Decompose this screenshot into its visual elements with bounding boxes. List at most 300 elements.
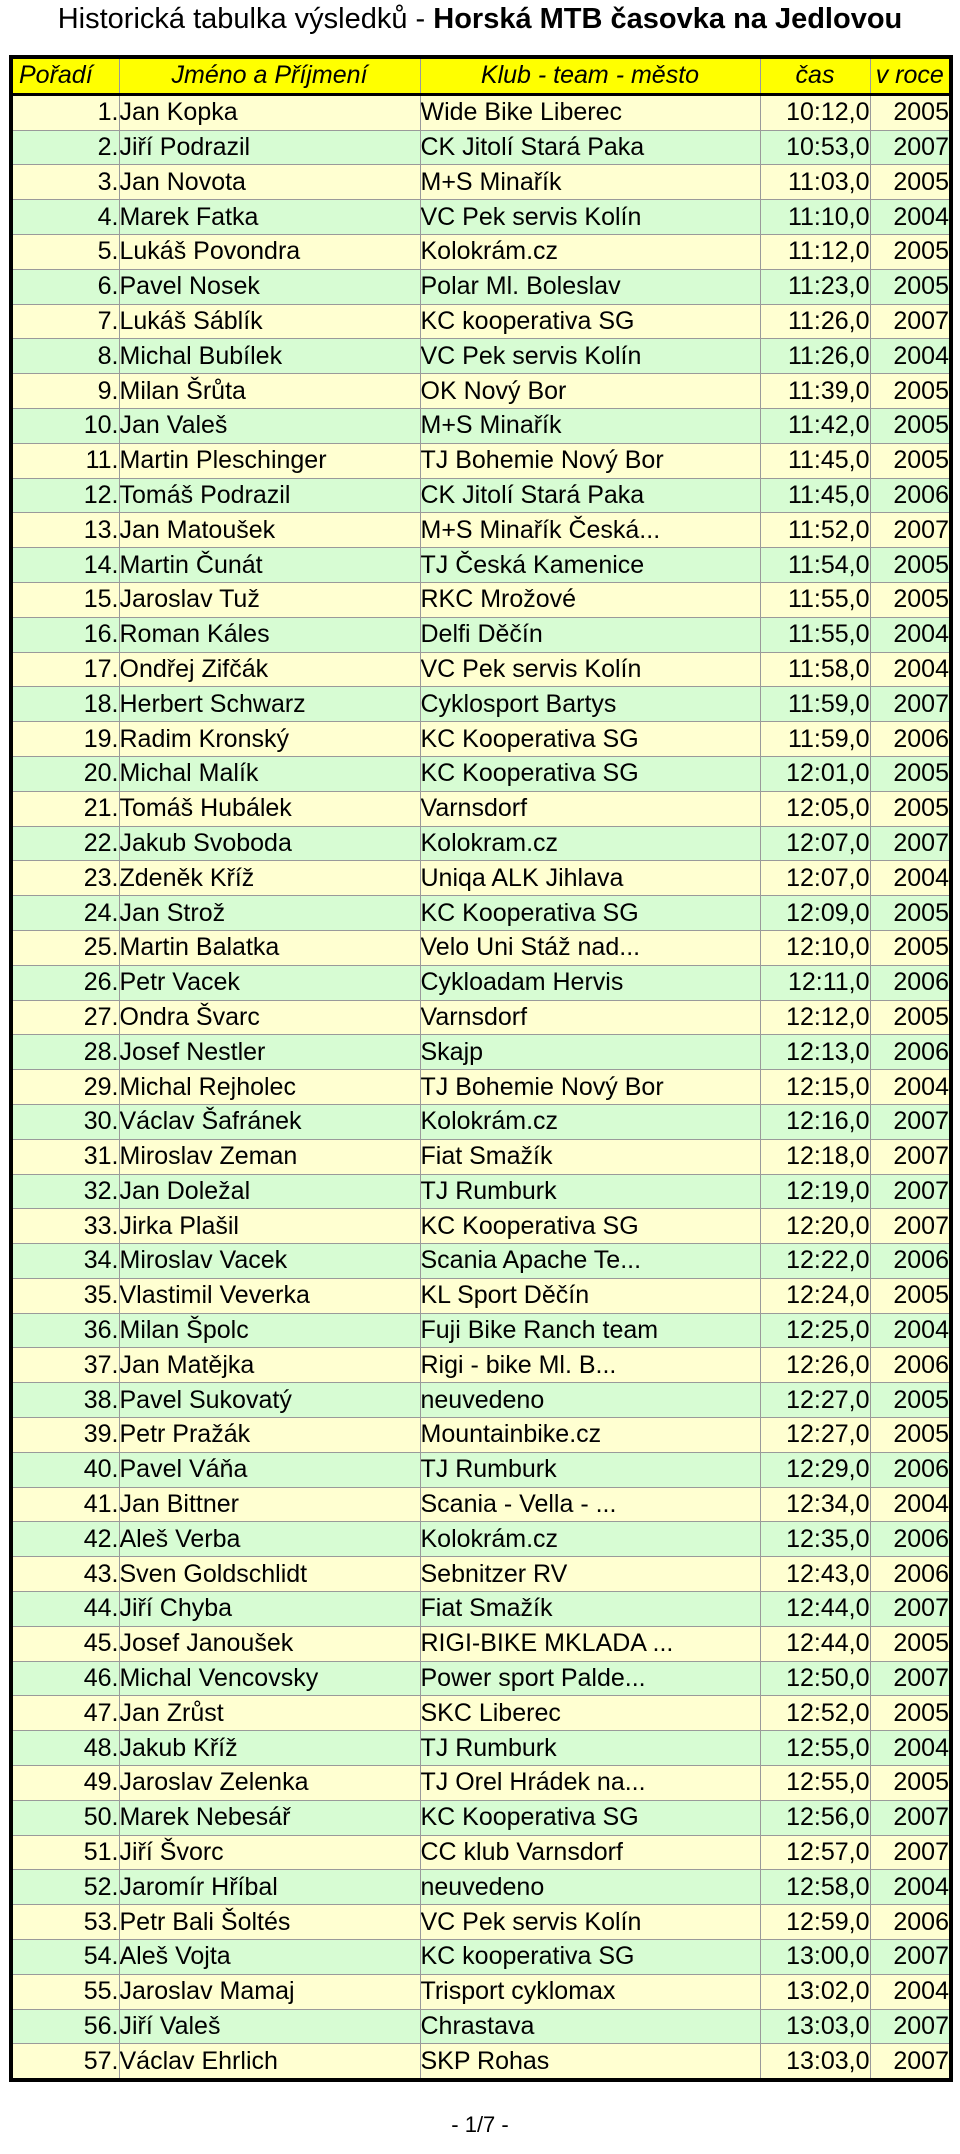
- year-cell: 2006: [870, 722, 951, 757]
- club-cell: Fiat Smažík: [420, 1139, 760, 1174]
- name-cell: Jiří Chyba: [119, 1592, 420, 1627]
- name-cell: Martin Balatka: [119, 930, 420, 965]
- rank-cell: 17.: [11, 652, 119, 687]
- rank-cell: 6.: [11, 269, 119, 304]
- name-cell: Aleš Vojta: [119, 1940, 420, 1975]
- name-cell: Martin Pleschinger: [119, 443, 420, 478]
- club-cell: Varnsdorf: [420, 791, 760, 826]
- name-cell: Jan Zrůst: [119, 1696, 420, 1731]
- rank-cell: 43.: [11, 1557, 119, 1592]
- table-row: [11, 1626, 951, 1661]
- club-cell: M+S Minařík Česká...: [420, 513, 760, 548]
- club-cell: Cyklosport Bartys: [420, 687, 760, 722]
- rank-cell: 42.: [11, 1522, 119, 1557]
- time-cell: 12:43,0: [760, 1557, 870, 1592]
- year-cell: 2005: [870, 269, 951, 304]
- year-cell: 2005: [870, 930, 951, 965]
- club-cell: SKC Liberec: [420, 1696, 760, 1731]
- table-row: [11, 513, 951, 548]
- club-cell: TJ Bohemie Nový Bor: [420, 443, 760, 478]
- club-cell: RKC Mrožové: [420, 582, 760, 617]
- year-cell: 2007: [870, 1139, 951, 1174]
- club-cell: KC kooperativa SG: [420, 304, 760, 339]
- time-cell: 10:53,0: [760, 130, 870, 165]
- year-cell: 2005: [870, 756, 951, 791]
- rank-cell: 46.: [11, 1661, 119, 1696]
- year-cell: 2007: [870, 130, 951, 165]
- page-title: [0, 2, 960, 36]
- name-cell: Roman Káles: [119, 617, 420, 652]
- club-cell: Scania Apache Te...: [420, 1244, 760, 1279]
- rank-cell: 52.: [11, 1870, 119, 1905]
- name-cell: Lukáš Sáblík: [119, 304, 420, 339]
- table-row: [11, 1452, 951, 1487]
- rank-cell: 56.: [11, 2009, 119, 2044]
- time-cell: 11:55,0: [760, 617, 870, 652]
- name-cell: Jiří Valeš: [119, 2009, 420, 2044]
- club-cell: Kolokrám.cz: [420, 1522, 760, 1557]
- table-row: [11, 1974, 951, 2009]
- table-row: [11, 652, 951, 687]
- name-cell: Jan Doležal: [119, 1174, 420, 1209]
- name-cell: Jaroslav Mamaj: [119, 1974, 420, 2009]
- rank-cell: 49.: [11, 1766, 119, 1801]
- rank-cell: 48.: [11, 1731, 119, 1766]
- rank-cell: 33.: [11, 1209, 119, 1244]
- year-cell: 2005: [870, 165, 951, 200]
- name-cell: Michal Malík: [119, 756, 420, 791]
- table-row: [11, 896, 951, 931]
- time-cell: 11:10,0: [760, 200, 870, 235]
- rank-cell: 29.: [11, 1070, 119, 1105]
- rank-cell: 57.: [11, 2044, 119, 2080]
- time-cell: 12:18,0: [760, 1139, 870, 1174]
- table-row: [11, 1835, 951, 1870]
- table-row: [11, 1383, 951, 1418]
- table-row: [11, 1661, 951, 1696]
- rank-cell: 37.: [11, 1348, 119, 1383]
- club-cell: Skajp: [420, 1035, 760, 1070]
- club-cell: Fiat Smažík: [420, 1592, 760, 1627]
- club-cell: KC Kooperativa SG: [420, 756, 760, 791]
- year-cell: 2004: [870, 1070, 951, 1105]
- time-cell: 12:15,0: [760, 1070, 870, 1105]
- time-cell: 13:03,0: [760, 2009, 870, 2044]
- time-cell: 13:03,0: [760, 2044, 870, 2080]
- table-row: [11, 722, 951, 757]
- club-cell: Delfi Děčín: [420, 617, 760, 652]
- year-cell: 2004: [870, 617, 951, 652]
- club-cell: neuvedeno: [420, 1870, 760, 1905]
- rank-cell: 12.: [11, 478, 119, 513]
- year-cell: 2005: [870, 94, 951, 130]
- club-cell: CK Jitolí Stará Paka: [420, 130, 760, 165]
- table-row: [11, 617, 951, 652]
- table-row: [11, 1592, 951, 1627]
- rank-cell: 8.: [11, 339, 119, 374]
- rank-cell: 27.: [11, 1000, 119, 1035]
- name-cell: Herbert Schwarz: [119, 687, 420, 722]
- club-cell: KC kooperativa SG: [420, 1940, 760, 1975]
- club-cell: SKP Rohas: [420, 2044, 760, 2080]
- club-cell: KC Kooperativa SG: [420, 1800, 760, 1835]
- rank-cell: 31.: [11, 1139, 119, 1174]
- rank-cell: 5.: [11, 234, 119, 269]
- table-row: [11, 1348, 951, 1383]
- year-cell: 2005: [870, 1383, 951, 1418]
- time-cell: 11:26,0: [760, 304, 870, 339]
- time-cell: 12:05,0: [760, 791, 870, 826]
- year-cell: 2005: [870, 1000, 951, 1035]
- time-cell: 11:26,0: [760, 339, 870, 374]
- time-cell: 11:45,0: [760, 478, 870, 513]
- time-cell: 12:59,0: [760, 1905, 870, 1940]
- name-cell: Jakub Kříž: [119, 1731, 420, 1766]
- name-cell: Michal Vencovsky: [119, 1661, 420, 1696]
- time-cell: 12:55,0: [760, 1731, 870, 1766]
- name-cell: Jaroslav Tuž: [119, 582, 420, 617]
- club-cell: Uniqa ALK Jihlava: [420, 861, 760, 896]
- club-cell: RIGI-BIKE MKLADA ...: [420, 1626, 760, 1661]
- club-cell: Cykloadam Hervis: [420, 965, 760, 1000]
- name-cell: Vlastimil Veverka: [119, 1278, 420, 1313]
- rank-cell: 10.: [11, 408, 119, 443]
- name-cell: Sven Goldschlidt: [119, 1557, 420, 1592]
- time-cell: 11:45,0: [760, 443, 870, 478]
- club-cell: Chrastava: [420, 2009, 760, 2044]
- rank-cell: 36.: [11, 1313, 119, 1348]
- table-row: [11, 2009, 951, 2044]
- time-cell: 12:52,0: [760, 1696, 870, 1731]
- name-cell: Tomáš Podrazil: [119, 478, 420, 513]
- table-row: [11, 304, 951, 339]
- header-row: [11, 57, 951, 94]
- rank-cell: 19.: [11, 722, 119, 757]
- year-cell: 2005: [870, 582, 951, 617]
- rank-cell: 51.: [11, 1835, 119, 1870]
- club-cell: VC Pek servis Kolín: [420, 200, 760, 235]
- name-cell: Jan Strož: [119, 896, 420, 931]
- year-cell: 2005: [870, 443, 951, 478]
- table-row: [11, 1209, 951, 1244]
- table-row: [11, 1557, 951, 1592]
- year-cell: 2005: [870, 1278, 951, 1313]
- year-cell: 2004: [870, 1974, 951, 2009]
- time-cell: 12:27,0: [760, 1418, 870, 1453]
- table-row: [11, 1139, 951, 1174]
- rank-cell: 39.: [11, 1418, 119, 1453]
- rank-cell: 22.: [11, 826, 119, 861]
- club-cell: Rigi - bike Ml. B...: [420, 1348, 760, 1383]
- year-cell: 2005: [870, 408, 951, 443]
- table-row: [11, 1313, 951, 1348]
- name-cell: Pavel Sukovatý: [119, 1383, 420, 1418]
- table-row: [11, 826, 951, 861]
- name-cell: Jiří Švorc: [119, 1835, 420, 1870]
- club-cell: Sebnitzer RV: [420, 1557, 760, 1592]
- year-cell: 2004: [870, 200, 951, 235]
- club-cell: CC klub Varnsdorf: [420, 1835, 760, 1870]
- year-cell: 2004: [870, 652, 951, 687]
- year-cell: 2007: [870, 1800, 951, 1835]
- rank-cell: 1.: [11, 94, 119, 130]
- name-cell: Ondřej Zifčák: [119, 652, 420, 687]
- name-cell: Milan Šrůta: [119, 374, 420, 409]
- time-cell: 11:39,0: [760, 374, 870, 409]
- club-cell: TJ Orel Hrádek na...: [420, 1766, 760, 1801]
- time-cell: 12:35,0: [760, 1522, 870, 1557]
- time-cell: 12:09,0: [760, 896, 870, 931]
- time-cell: 11:03,0: [760, 165, 870, 200]
- club-cell: OK Nový Bor: [420, 374, 760, 409]
- name-cell: Ondra Švarc: [119, 1000, 420, 1035]
- rank-cell: 28.: [11, 1035, 119, 1070]
- time-cell: 12:50,0: [760, 1661, 870, 1696]
- rank-cell: 50.: [11, 1800, 119, 1835]
- year-cell: 2004: [870, 1731, 951, 1766]
- rank-cell: 25.: [11, 930, 119, 965]
- rank-cell: 15.: [11, 582, 119, 617]
- name-cell: Marek Fatka: [119, 200, 420, 235]
- year-cell: 2004: [870, 1870, 951, 1905]
- time-cell: 11:59,0: [760, 687, 870, 722]
- table-row: [11, 1174, 951, 1209]
- name-cell: Jan Matoušek: [119, 513, 420, 548]
- table-row: [11, 408, 951, 443]
- year-cell: 2006: [870, 1244, 951, 1279]
- year-cell: 2004: [870, 1313, 951, 1348]
- club-cell: neuvedeno: [420, 1383, 760, 1418]
- year-cell: 2006: [870, 1905, 951, 1940]
- year-cell: 2006: [870, 478, 951, 513]
- club-cell: TJ Rumburk: [420, 1452, 760, 1487]
- rank-cell: 35.: [11, 1278, 119, 1313]
- time-cell: 12:34,0: [760, 1487, 870, 1522]
- year-cell: 2006: [870, 1348, 951, 1383]
- time-cell: 12:07,0: [760, 826, 870, 861]
- rank-cell: 24.: [11, 896, 119, 931]
- table-row: [11, 1870, 951, 1905]
- year-cell: 2005: [870, 1626, 951, 1661]
- year-cell: 2005: [870, 791, 951, 826]
- year-cell: 2007: [870, 1835, 951, 1870]
- time-cell: 11:59,0: [760, 722, 870, 757]
- time-cell: 12:13,0: [760, 1035, 870, 1070]
- time-cell: 12:56,0: [760, 1800, 870, 1835]
- table-row: [11, 965, 951, 1000]
- club-cell: Mountainbike.cz: [420, 1418, 760, 1453]
- table-row: [11, 339, 951, 374]
- title-event: Horská MTB časovka na Jedlovou: [433, 3, 903, 35]
- time-cell: 11:55,0: [760, 582, 870, 617]
- table-row: [11, 165, 951, 200]
- rank-cell: 2.: [11, 130, 119, 165]
- column-header-year: v roce: [870, 57, 951, 94]
- table-row: [11, 200, 951, 235]
- name-cell: Lukáš Povondra: [119, 234, 420, 269]
- year-cell: 2006: [870, 965, 951, 1000]
- table-row: [11, 861, 951, 896]
- time-cell: 12:10,0: [760, 930, 870, 965]
- rank-cell: 53.: [11, 1905, 119, 1940]
- table-row: [11, 1800, 951, 1835]
- rank-cell: 38.: [11, 1383, 119, 1418]
- rank-cell: 3.: [11, 165, 119, 200]
- time-cell: 12:44,0: [760, 1626, 870, 1661]
- year-cell: 2007: [870, 2009, 951, 2044]
- club-cell: Kolokrám.cz: [420, 1104, 760, 1139]
- rank-cell: 55.: [11, 1974, 119, 2009]
- club-cell: Fuji Bike Ranch team: [420, 1313, 760, 1348]
- name-cell: Jiří Podrazil: [119, 130, 420, 165]
- club-cell: VC Pek servis Kolín: [420, 339, 760, 374]
- year-cell: 2007: [870, 1209, 951, 1244]
- rank-cell: 9.: [11, 374, 119, 409]
- name-cell: Petr Bali Šoltés: [119, 1905, 420, 1940]
- table-row: [11, 1696, 951, 1731]
- club-cell: TJ Bohemie Nový Bor: [420, 1070, 760, 1105]
- name-cell: Jakub Svoboda: [119, 826, 420, 861]
- rank-cell: 18.: [11, 687, 119, 722]
- club-cell: Kolokram.cz: [420, 826, 760, 861]
- time-cell: 10:12,0: [760, 94, 870, 130]
- year-cell: 2006: [870, 1557, 951, 1592]
- table-row: [11, 1487, 951, 1522]
- page-number: - 1/7 -: [451, 2112, 509, 2137]
- time-cell: 12:12,0: [760, 1000, 870, 1035]
- name-cell: Miroslav Zeman: [119, 1139, 420, 1174]
- table-row: [11, 1244, 951, 1279]
- time-cell: 12:07,0: [760, 861, 870, 896]
- rank-cell: 23.: [11, 861, 119, 896]
- club-cell: Wide Bike Liberec: [420, 94, 760, 130]
- year-cell: 2005: [870, 234, 951, 269]
- year-cell: 2005: [870, 1696, 951, 1731]
- year-cell: 2005: [870, 1418, 951, 1453]
- club-cell: TJ Rumburk: [420, 1731, 760, 1766]
- year-cell: 2006: [870, 1452, 951, 1487]
- table-row: [11, 1940, 951, 1975]
- name-cell: Václav Šafránek: [119, 1104, 420, 1139]
- name-cell: Radim Kronský: [119, 722, 420, 757]
- year-cell: 2007: [870, 1174, 951, 1209]
- time-cell: 12:57,0: [760, 1835, 870, 1870]
- name-cell: Jan Valeš: [119, 408, 420, 443]
- year-cell: 2004: [870, 1487, 951, 1522]
- time-cell: 12:16,0: [760, 1104, 870, 1139]
- name-cell: Martin Čunát: [119, 548, 420, 583]
- club-cell: Power sport Palde...: [420, 1661, 760, 1696]
- club-cell: TJ Rumburk: [420, 1174, 760, 1209]
- name-cell: Josef Janoušek: [119, 1626, 420, 1661]
- name-cell: Aleš Verba: [119, 1522, 420, 1557]
- name-cell: Pavel Nosek: [119, 269, 420, 304]
- rank-cell: 34.: [11, 1244, 119, 1279]
- rank-cell: 13.: [11, 513, 119, 548]
- table-row: [11, 234, 951, 269]
- table-row: [11, 1035, 951, 1070]
- year-cell: 2007: [870, 1592, 951, 1627]
- time-cell: 12:26,0: [760, 1348, 870, 1383]
- name-cell: Jirka Plašil: [119, 1209, 420, 1244]
- name-cell: Miroslav Vacek: [119, 1244, 420, 1279]
- table-row: [11, 930, 951, 965]
- time-cell: 13:00,0: [760, 1940, 870, 1975]
- time-cell: 11:23,0: [760, 269, 870, 304]
- club-cell: Trisport cyklomax: [420, 1974, 760, 2009]
- year-cell: 2007: [870, 826, 951, 861]
- year-cell: 2005: [870, 548, 951, 583]
- rank-cell: 26.: [11, 965, 119, 1000]
- club-cell: Polar Ml. Boleslav: [420, 269, 760, 304]
- year-cell: 2007: [870, 2044, 951, 2080]
- club-cell: M+S Minařík: [420, 165, 760, 200]
- name-cell: Milan Špolc: [119, 1313, 420, 1348]
- time-cell: 11:12,0: [760, 234, 870, 269]
- name-cell: Tomáš Hubálek: [119, 791, 420, 826]
- table-row: [11, 1070, 951, 1105]
- table-row: [11, 130, 951, 165]
- rank-cell: 45.: [11, 1626, 119, 1661]
- table-row: [11, 582, 951, 617]
- time-cell: 12:20,0: [760, 1209, 870, 1244]
- name-cell: Marek Nebesář: [119, 1800, 420, 1835]
- time-cell: 12:11,0: [760, 965, 870, 1000]
- year-cell: 2007: [870, 1104, 951, 1139]
- time-cell: 11:58,0: [760, 652, 870, 687]
- rank-cell: 40.: [11, 1452, 119, 1487]
- name-cell: Josef Nestler: [119, 1035, 420, 1070]
- club-cell: KL Sport Děčín: [420, 1278, 760, 1313]
- name-cell: Zdeněk Kříž: [119, 861, 420, 896]
- rank-cell: 54.: [11, 1940, 119, 1975]
- rank-cell: 7.: [11, 304, 119, 339]
- table-row: [11, 2044, 951, 2080]
- table-row: [11, 1418, 951, 1453]
- club-cell: KC Kooperativa SG: [420, 1209, 760, 1244]
- year-cell: 2006: [870, 1035, 951, 1070]
- rank-cell: 44.: [11, 1592, 119, 1627]
- time-cell: 12:58,0: [760, 1870, 870, 1905]
- time-cell: 12:22,0: [760, 1244, 870, 1279]
- column-header-name: Jméno a Příjmení: [119, 57, 420, 94]
- table-row: [11, 94, 951, 130]
- time-cell: 11:52,0: [760, 513, 870, 548]
- year-cell: 2004: [870, 861, 951, 896]
- year-cell: 2005: [870, 1766, 951, 1801]
- table-row: [11, 478, 951, 513]
- year-cell: 2004: [870, 339, 951, 374]
- name-cell: Václav Ehrlich: [119, 2044, 420, 2080]
- table-row: [11, 548, 951, 583]
- table-row: [11, 1000, 951, 1035]
- club-cell: Velo Uni Stáž nad...: [420, 930, 760, 965]
- time-cell: 12:44,0: [760, 1592, 870, 1627]
- name-cell: Jan Novota: [119, 165, 420, 200]
- rank-cell: 20.: [11, 756, 119, 791]
- rank-cell: 4.: [11, 200, 119, 235]
- table-row: [11, 791, 951, 826]
- rank-cell: 32.: [11, 1174, 119, 1209]
- time-cell: 11:42,0: [760, 408, 870, 443]
- club-cell: M+S Minařík: [420, 408, 760, 443]
- table-row: [11, 1766, 951, 1801]
- name-cell: Jan Kopka: [119, 94, 420, 130]
- time-cell: 11:54,0: [760, 548, 870, 583]
- results-body: [11, 94, 951, 2080]
- club-cell: Varnsdorf: [420, 1000, 760, 1035]
- name-cell: Michal Bubílek: [119, 339, 420, 374]
